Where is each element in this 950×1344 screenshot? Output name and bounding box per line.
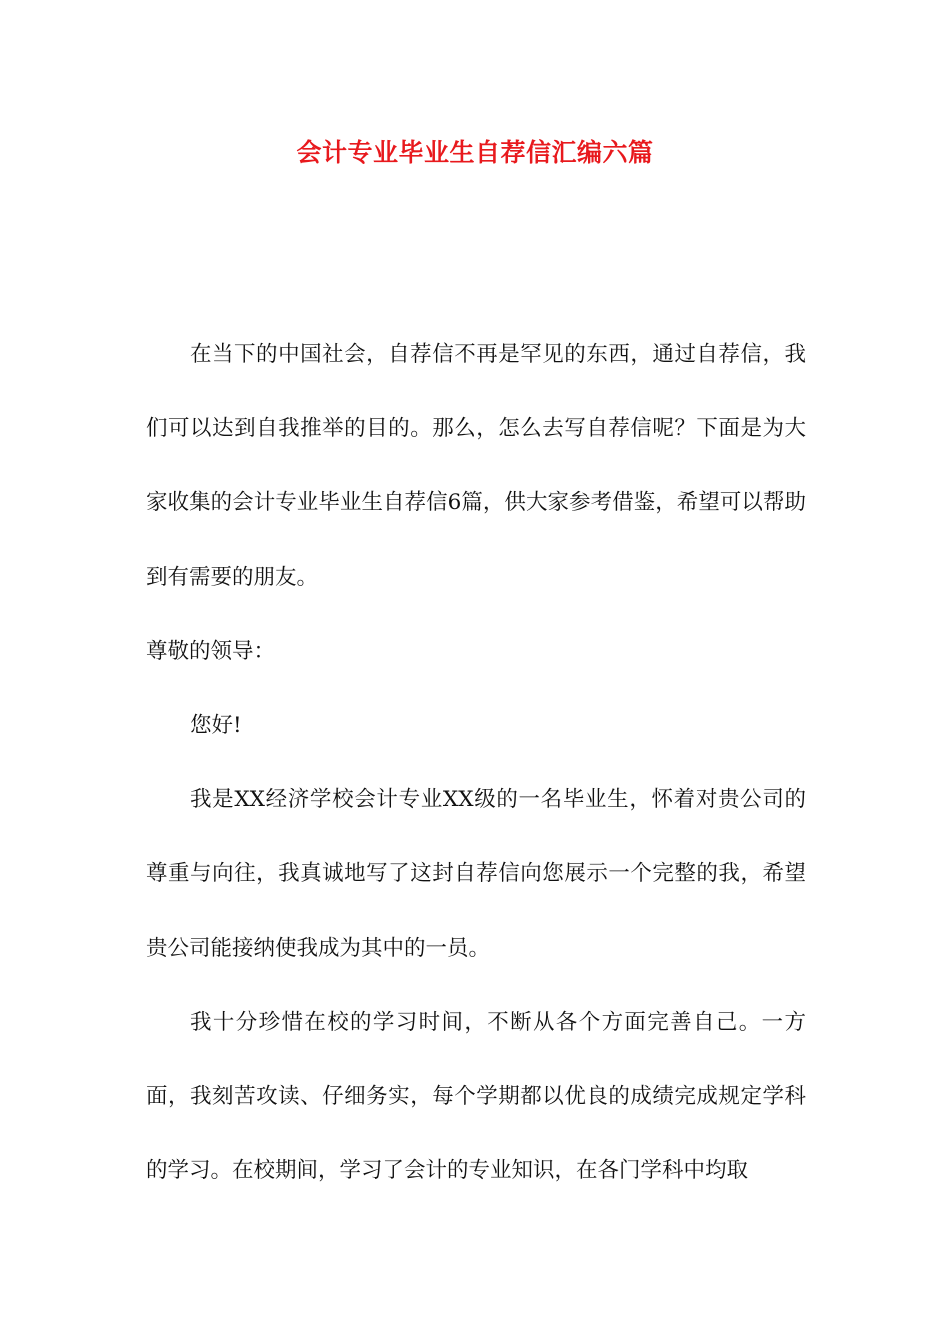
- document-body: [146, 318, 806, 1208]
- salutation: 尊敬的领导：: [146, 638, 276, 664]
- greeting: 您好!: [190, 713, 242, 739]
- letter-paragraph-1: 我是XX经济学校会计专业XX级的一名毕业生，怀着对贵公司的尊重与向往，我真诚地写了这封自荐信向您展示一个完整的我，希望贵公司能接纳使我成为其中的一员。: [146, 787, 806, 961]
- document-title: 会计专业毕业生自荐信汇编六篇: [296, 138, 654, 167]
- intro-paragraph: 在当下的中国社会，自荐信不再是罕见的东西，通过自荐信，我们可以达到自我推举的目的。那么，怎么去写自荐信呢？下面是为大家收集的会计专业毕业生自荐信6篇，供大家参考借鉴，希望可以帮助到有需要的朋友。: [146, 342, 806, 590]
- letter-paragraph-2: 我十分珍惜在校的学习时间，不断从各个方面完善自己。一方面，我刻苦攻读、仔细务实，每个学期都以优良的成绩完成规定学科的学习。在校期间，学习了会计的专业知识，在各门学科中均取: [146, 1009, 806, 1184]
